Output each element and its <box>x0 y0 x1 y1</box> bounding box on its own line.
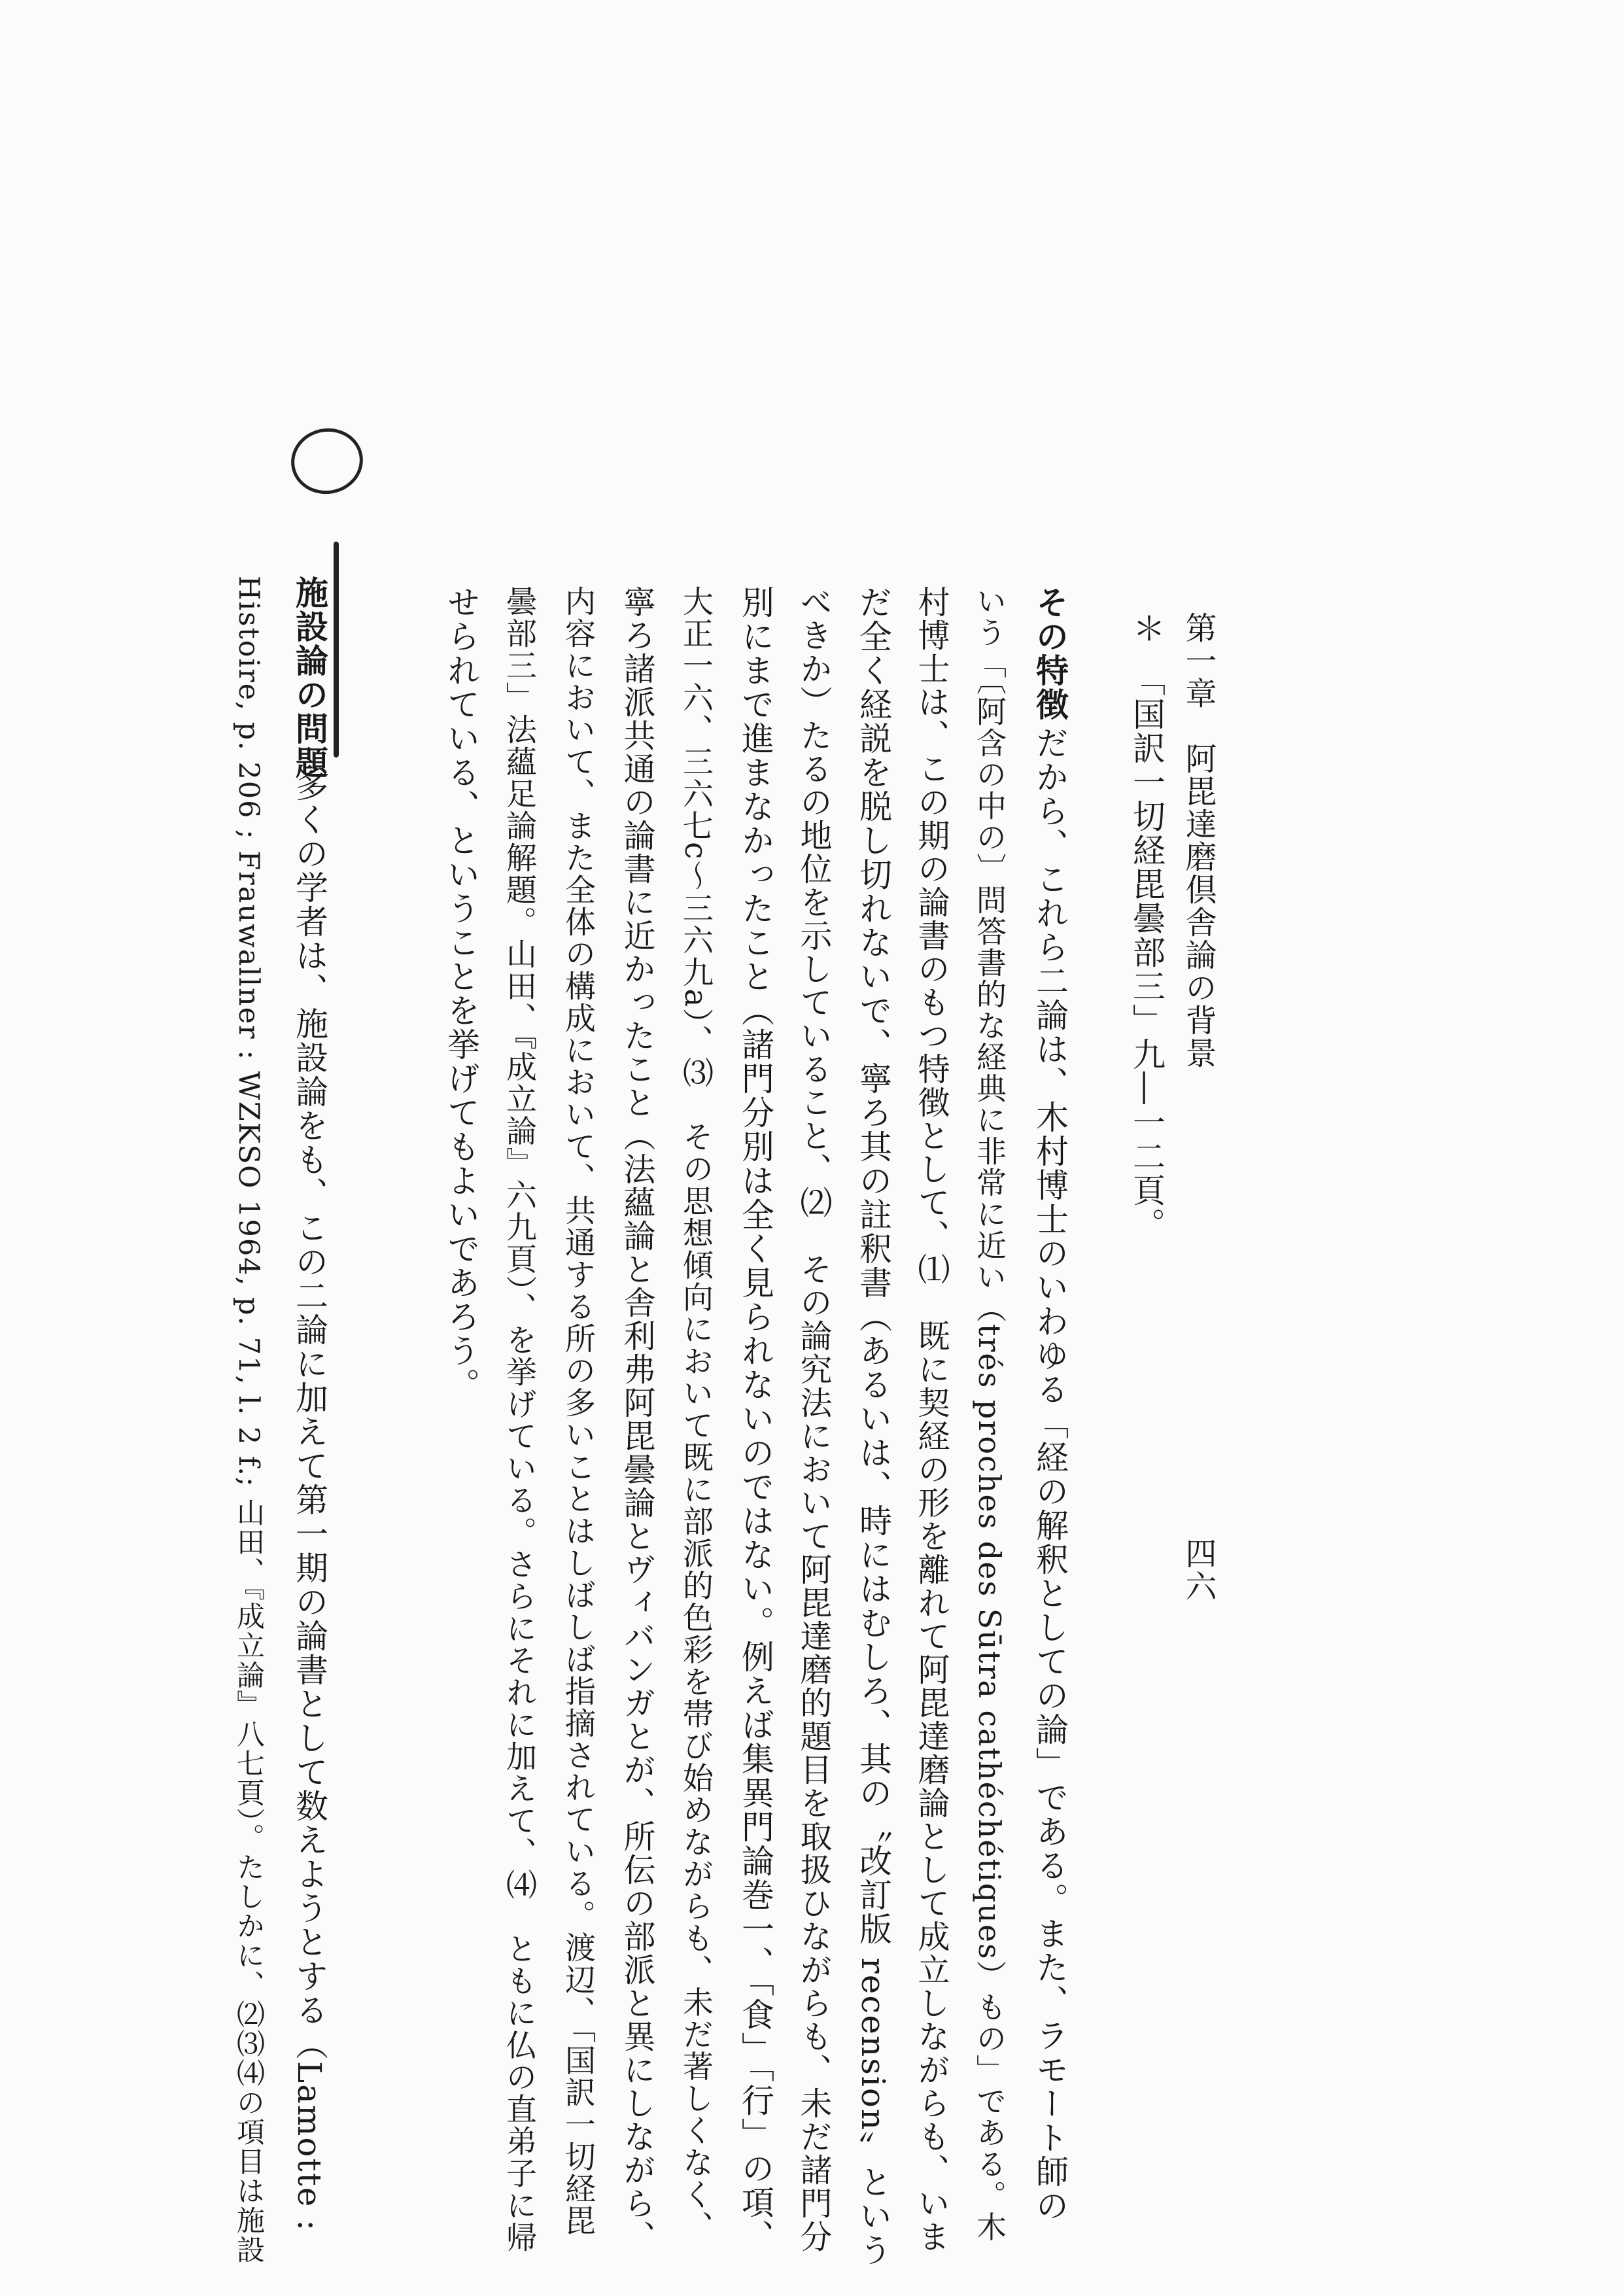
body-line: 村博士は、この期の論書のもつ特徴として、⑴ 既に契経の形を離れて阿毘達磨論として成立しながらも、いま <box>913 585 950 2253</box>
body-line: せられている、ということを挙げてもよいであろう。 <box>442 585 480 1402</box>
body-line: いう「〔阿含の中の〕問答書的な経典に非常に近い（trés proches des Sūtra cathéchétiques）もの」である。木 <box>972 585 1007 2243</box>
body-line: だ全く経説を脱し切れないで、寧ろ其の註釈書（あるいは、時にはむしろ、其の〝改訂版 recension〟という <box>854 585 892 2268</box>
body-line: 多くの学者は、施設論をも、この二論に加えて第一期の論書として数えようとする（Lamotte : <box>290 769 328 2233</box>
handwritten-circle-mark <box>286 423 368 500</box>
body-line: Histoire, p. 206 ; Frauwallner : WZKSO 1964, p. 71, l. 2 f.; 山田、『成立論』八七頁）。たしかに、⑵⑶⑷の項目は施設 <box>232 576 265 2265</box>
chapter-title: 第一章 阿毘達磨倶舎論の背景 <box>1180 612 1217 1070</box>
body-line: 別にまで進まなかったこと（諸門分別は全く見られないのではない。例えば集異門論巻一、「食」「行」の項、 <box>736 585 774 2253</box>
body-line: 寧ろ諸派共通の論書に近かったこと（法蘊論と舎利弗阿毘曇論とヴィバンガとが、所伝の部派と異にしながら、 <box>619 585 656 2253</box>
footnote-line: ＊ 「国訳一切経毘曇部三」九―一二頁。 <box>1128 612 1166 1242</box>
body-line: べきか）たるの地位を示していること、⑵ その論究法において阿毘達磨的題目を取扱ひながらも、未だ諸門分 <box>795 585 833 2253</box>
section-heading-shisetsuron: 施設論の問題 <box>290 576 329 780</box>
body-line: だから、これら二論は、木村博士のいわゆる「経の解釈としての論」である。また、ラモート師の <box>1031 726 1069 2223</box>
page-number: 四六 <box>1180 1537 1217 1603</box>
section-marker-bar <box>334 542 339 757</box>
body-line: 大正一六、三六七c～三六九a）、⑶ その思想傾向において既に部派的色彩を帯び始めながらも、未だ著しくなく、 <box>678 585 714 2243</box>
body-line: 曇部三」法蘊足論解題。山田、『成立論』六九頁）、を挙げている。さらにそれに加えて、⑷ ともに仏の直弟子に帰 <box>501 585 537 2253</box>
body-line: 内容において、また全体の構成において、共通する所の多いことはしばしば指摘されている。渡辺、「国訳一切経毘 <box>560 585 596 2237</box>
section-heading-features: その特徴 <box>1031 585 1069 722</box>
